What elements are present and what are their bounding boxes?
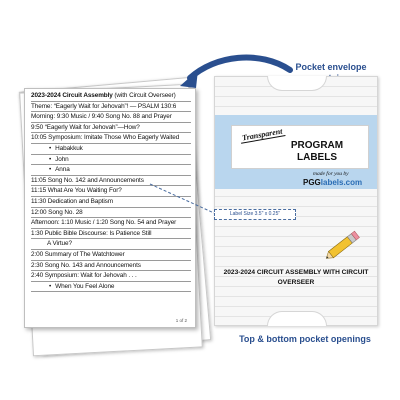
program-line: • Anna	[31, 165, 191, 176]
program-line: Morning: 9:30 Music / 9:40 Song No. 88 and Prayer	[31, 112, 191, 123]
program-line: Afternoon: 1:10 Music / 1:20 Song No. 54 and Prayer	[31, 218, 191, 229]
program-line: 2:30 Song No. 143 and Announcements	[31, 261, 191, 272]
label-title: PROGRAM LABELS	[290, 140, 344, 163]
program-line: 2:00 Summary of The Watchtower	[31, 250, 191, 261]
program-line: 11:30 Dedication and Baptism	[31, 197, 191, 208]
program-line: 10:05 Symposium: Imitate Those Who Eagerly Waited	[31, 133, 191, 144]
brand-main: PGG	[303, 178, 321, 187]
pocket-envelope	[214, 76, 378, 326]
brand-sub: labels.com	[320, 178, 363, 187]
program-line	[31, 91, 191, 102]
program-heading: 2023-2024 Circuit Assembly	[31, 92, 113, 99]
program-line: • John	[31, 155, 191, 166]
program-line: • When You Feel Alone	[31, 282, 191, 293]
program-sheet	[24, 88, 196, 328]
label-size-box: Label Size 3.5" x 0.25"	[214, 209, 296, 220]
program-line: A Virtue?	[31, 239, 191, 250]
label-card	[231, 125, 369, 169]
brand-logo	[303, 178, 362, 187]
label-band	[215, 115, 377, 189]
top-pocket-opening	[267, 76, 327, 91]
program-line: 2:40 Symposium: Wait for Jehovah . . .	[31, 271, 191, 282]
program-line: Theme: “Eagerly Wait for Jehovah”! — PSALM 130:6	[31, 102, 191, 113]
program-line: 11:05 Song No. 142 and Announcements	[31, 176, 191, 187]
made-for-text: made for you by	[313, 171, 349, 177]
envelope-subtitle: 2023-2024 CIRCUIT ASSEMBLY WITH CIRCUIT OVERSEER	[223, 269, 369, 286]
program-line: • Habakkuk	[31, 144, 191, 155]
pencil-icon	[322, 230, 362, 262]
program-line: 1:30 Public Bible Discourse: Is Patience Still	[31, 229, 191, 240]
program-line: 11:15 What Are You Waiting For?	[31, 186, 191, 197]
pocket-top-caption: Pocket envelope	[295, 62, 367, 72]
transparent-tag: Transparent	[239, 126, 285, 144]
bottom-pocket-opening	[267, 311, 327, 326]
pocket-bottom-caption: Top & bottom pocket openings	[239, 334, 371, 344]
program-line: 9:50 “Eagerly Wait for Jehovah”—How?	[31, 123, 191, 134]
program-line: 12:00 Song No. 28	[31, 208, 191, 219]
program-heading-note: (with Circuit Overseer)	[112, 92, 176, 99]
page-number: 1 of 2	[175, 318, 187, 323]
